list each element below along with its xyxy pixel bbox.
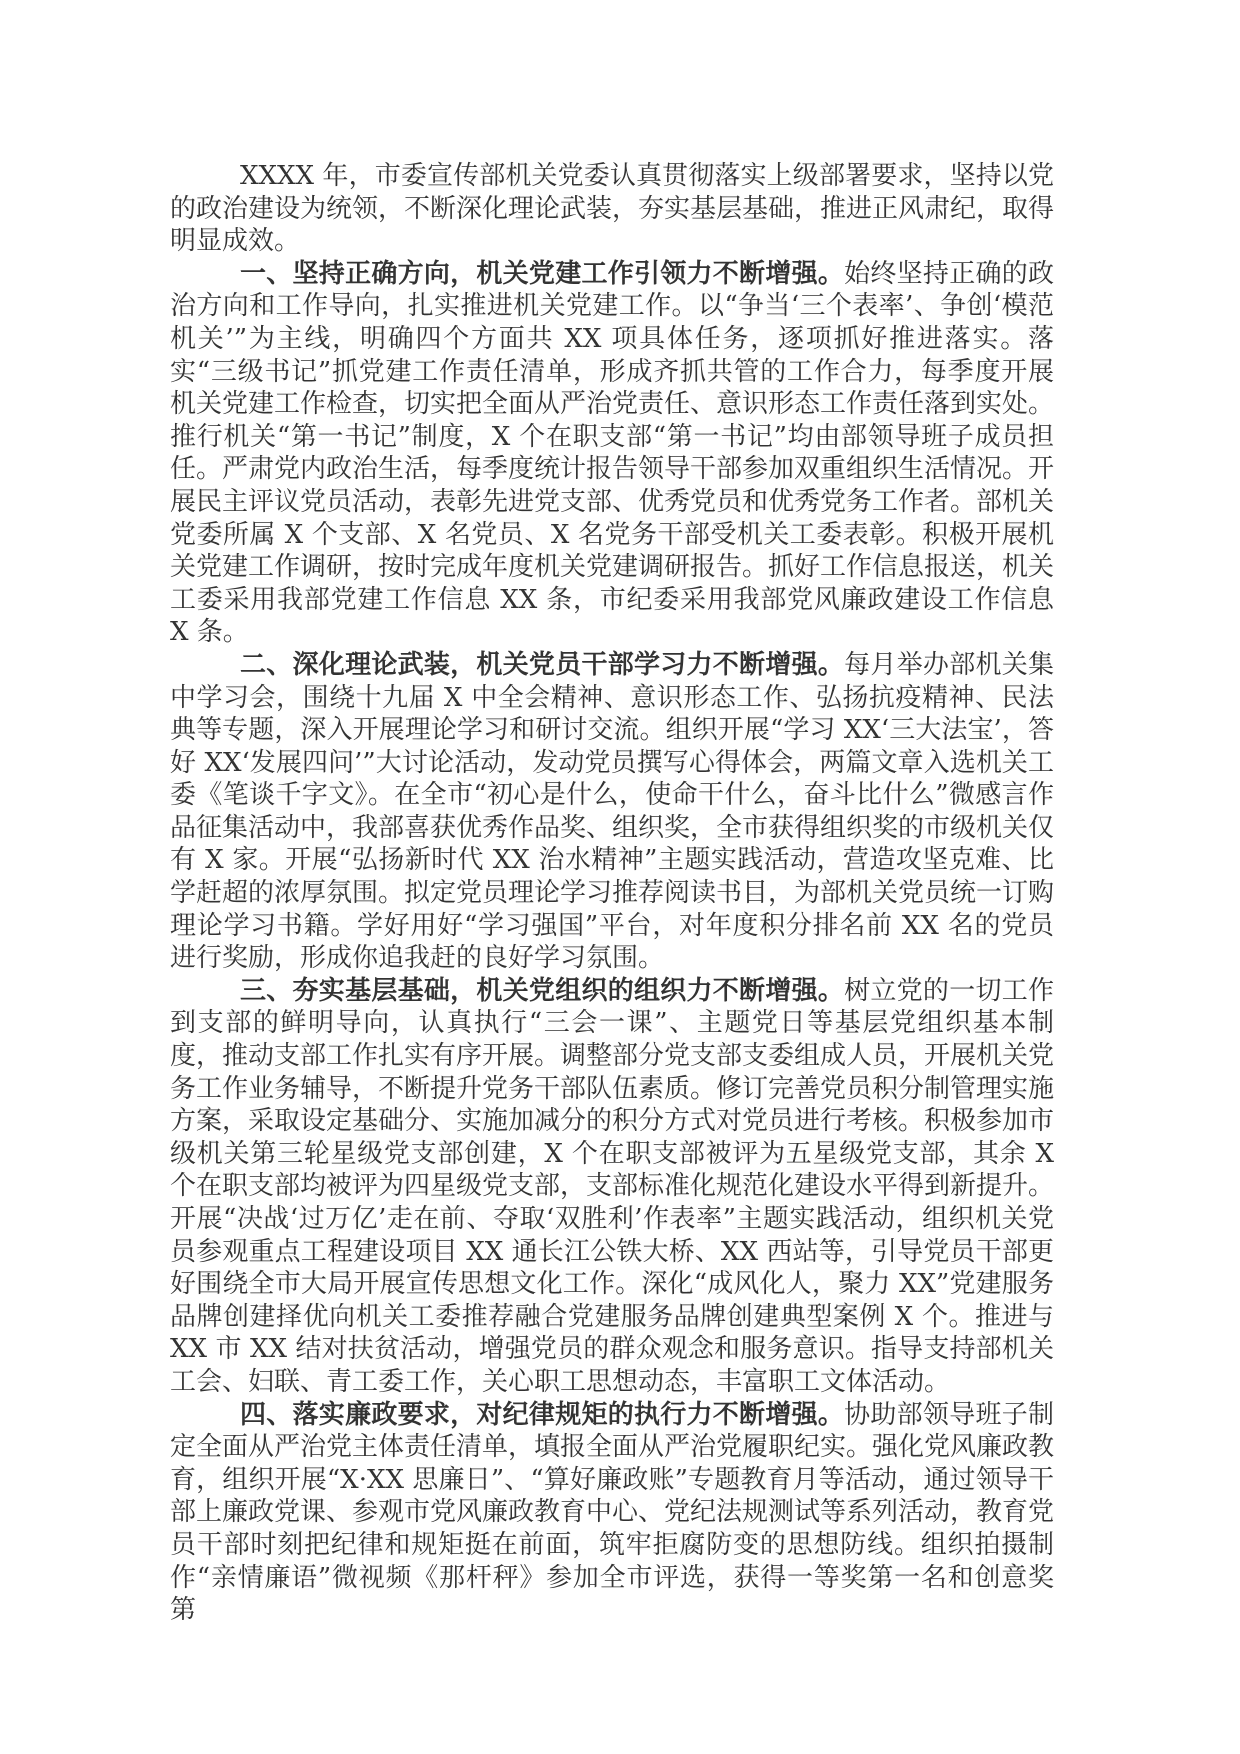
- section-1-heading: 一、坚持正确方向，机关党建工作引领力不断增强。: [240, 258, 845, 289]
- section-4-paragraph: [170, 1399, 1054, 1627]
- section-2-text: 每月举办部机关集中学习会，围绕十九届 X 中全会精神、意识形态工作、弘扬抗疫精神、民法典等专题，深入开展理论学习和研讨交流。组织开展“学习 XX‘三大法宝’，答好 XX‘发展四问’”大讨论活动，发动党员撰写心得体会，两篇文章入选机关工委《笔谈千字文》。在全市“初心是什么，使命干什么，奋斗比什么”微感言作品征集活动中，我部喜获优秀作品奖、组织奖，全市获得组织奖的市级机关仅有 X 家。开展“弘扬新时代 XX 治水精神”主题实践活动，营造攻坚克难、比学赶超的浓厚氛围。拟定党员理论学习推荐阅读书目，为部机关党员统一订购理论学习书籍。学好用好“学习强国”平台，对年度积分排名前 XX 名的党员进行奖励，形成你追我赶的良好学习氛围。: [170, 649, 1055, 974]
- document-body: [170, 160, 1054, 1627]
- paragraph-text: XXXX 年，市委宣传部机关党委认真贯彻落实上级部署要求，坚持以党的政治建设为统领，不断深化理论武装，夯实基层基础，推进正风肃纪，取得明显成效。: [170, 161, 1055, 257]
- section-2-heading: 二、深化理论武装，机关党员干部学习力不断增强。: [240, 649, 845, 680]
- section-4-text: 协助部领导班子制定全面从严治党主体责任清单，填报全面从严治党履职纪实。强化党风廉政教育，组织开展“X·XX 思廉日”、“算好廉政账”专题教育月等活动，通过领导干部上廉政党课、参观市党风廉政教育中心、党纪法规测试等系列活动，教育党员干部时刻把纪律和规矩挺在前面，筑牢拒腐防变的思想防线。组织拍摄制作“亲情廉语”微视频《那杆秤》参加全市评选，获得一等奖第一名和创意奖第: [170, 1399, 1055, 1626]
- section-4-heading: 四、落实廉政要求，对纪律规矩的执行力不断增强。: [240, 1399, 845, 1430]
- intro-paragraph: [170, 160, 1054, 258]
- section-1-paragraph: [170, 258, 1054, 649]
- section-3-heading: 三、夯实基层基础，机关党组织的组织力不断增强。: [240, 975, 845, 1006]
- section-3-paragraph: [170, 975, 1054, 1399]
- section-1-text: 始终坚持正确的政治方向和工作导向，扎实推进机关党建工作。以“争当‘三个表率’、争创‘模范机关’”为主线，明确四个方面共 XX 项具体任务，逐项抓好推进落实。落实“三级书记”抓党建工作责任清单，形成齐抓共管的工作合力，每季度开展机关党建工作检查，切实把全面从严治党责任、意识形态工作责任落到实处。推行机关“第一书记”制度，X 个在职支部“第一书记”均由部领导班子成员担任。严肃党内政治生活，每季度统计报告领导干部参加双重组织生活情况。开展民主评议党员活动，表彰先进党支部、优秀党员和优秀党务工作者。部机关党委所属 X 个支部、X 名党员、X 名党务干部受机关工委表彰。积极开展机关党建工作调研，按时完成年度机关党建调研报告。抓好工作信息报送，机关工委采用我部党建工作信息 XX 条，市纪委采用我部党风廉政建设工作信息 X 条。: [170, 258, 1055, 648]
- section-3-text: 树立党的一切工作到支部的鲜明导向，认真执行“三会一课”、主题党日等基层党组织基本制度，推动支部工作扎实有序开展。调整部分党支部支委组成人员，开展机关党务工作业务辅导，不断提升党务干部队伍素质。修订完善党员积分制管理实施方案，采取设定基础分、实施加减分的积分方式对党员进行考核。积极参加市级机关第三轮星级党支部创建，X 个在职支部被评为五星级党支部，其余 X 个在职支部均被评为四星级党支部，支部标准化规范化建设水平得到新提升。开展“决战‘过万亿’走在前、夺取‘双胜利’作表率”主题实践活动，组织机关党员参观重点工程建设项目 XX 通长江公铁大桥、XX 西站等，引导党员干部更好围绕全市大局开展宣传思想文化工作。深化“成风化人，聚力 XX”党建服务品牌创建择优向机关工委推荐融合党建服务品牌创建典型案例 X 个。推进与 XX 市 XX 结对扶贫活动，增强党员的群众观念和服务意识。指导支持部机关工会、妇联、青工委工作，关心职工思想动态，丰富职工文体活动。: [170, 975, 1055, 1397]
- section-2-paragraph: [170, 649, 1054, 975]
